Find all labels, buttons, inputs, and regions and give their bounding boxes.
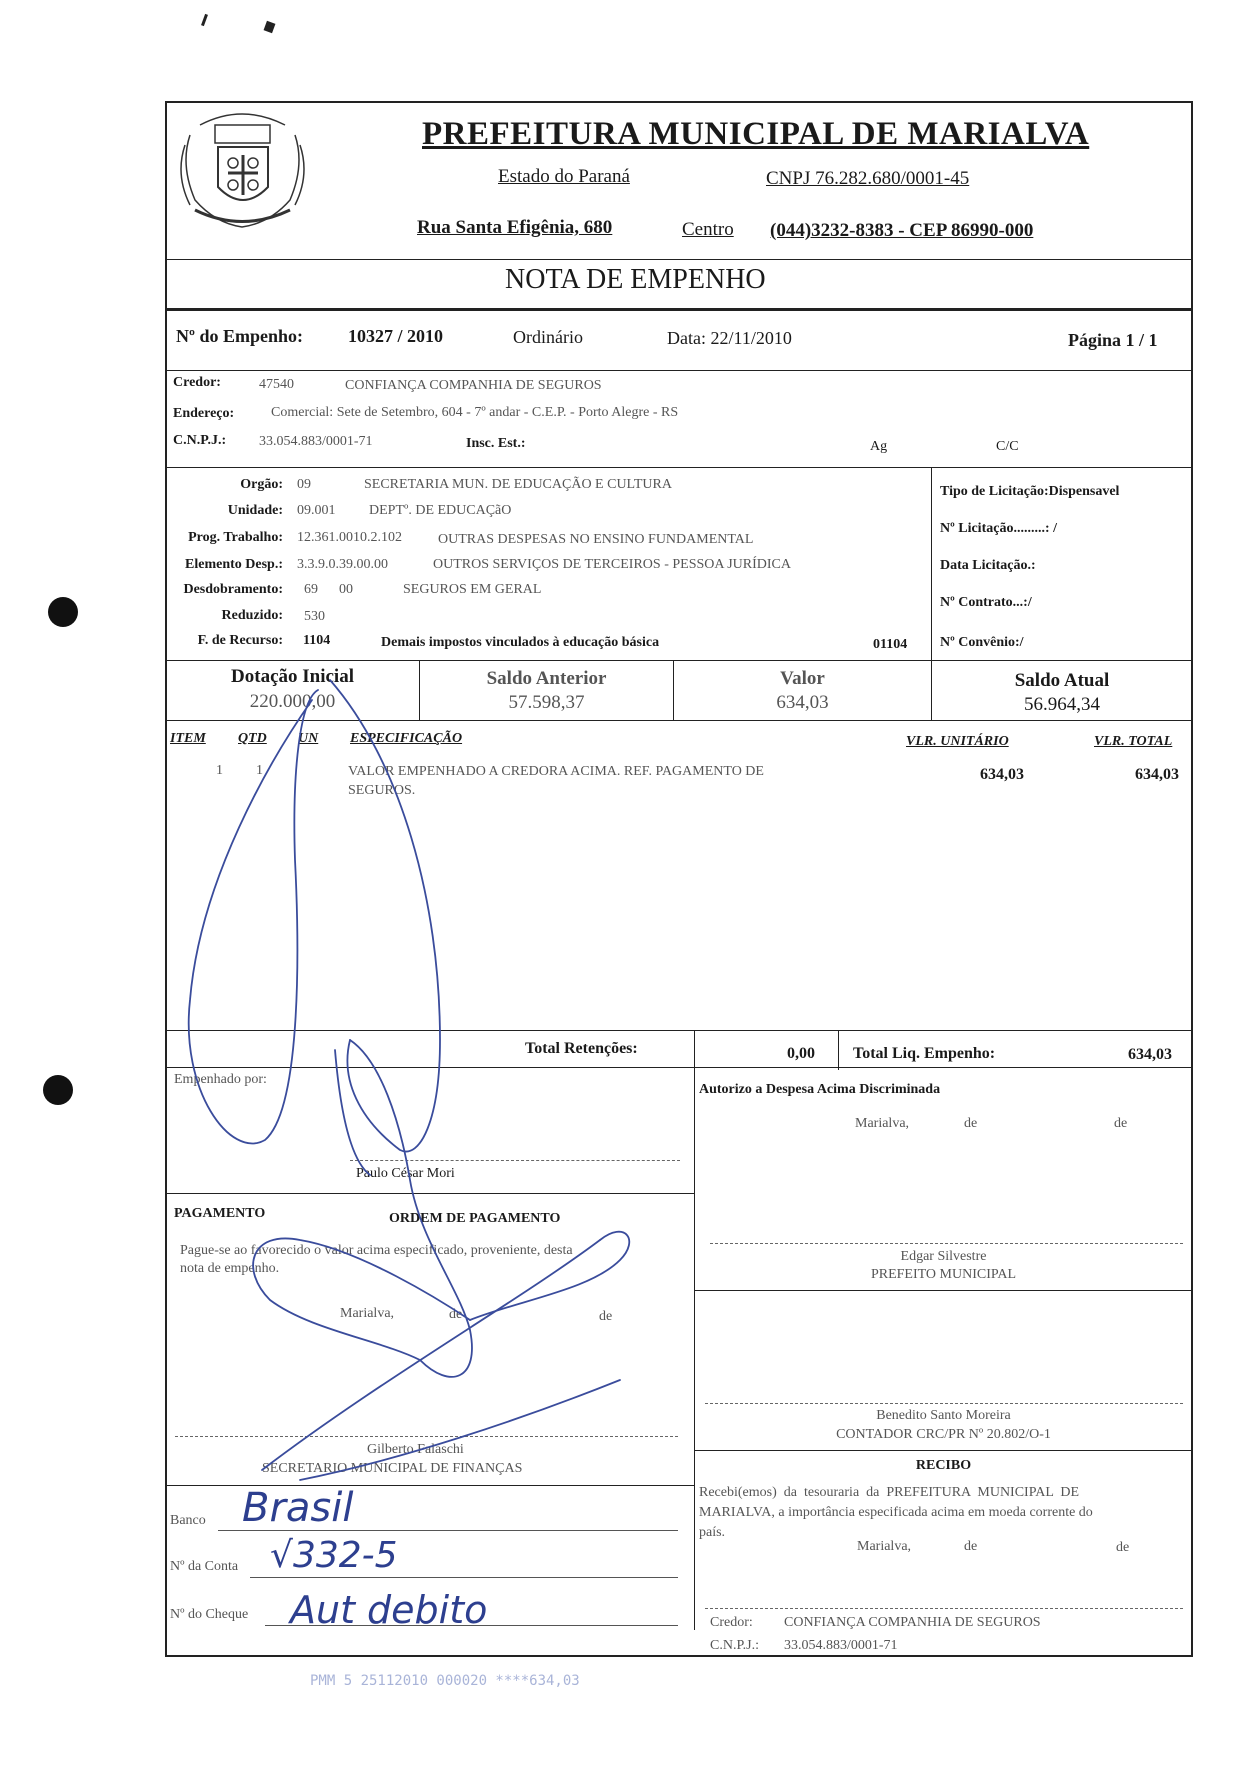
handwritten-conta: √332-5 [270,1535,398,1576]
banco-label: Banco [170,1513,206,1528]
empenho-number-label: Nº do Empenho: [176,326,303,346]
cnpj-credor: 33.054.883/0001-71 [259,434,373,449]
autorizo-label: Autorizo a Despesa Acima Discriminada [699,1082,941,1097]
total-retencoes-label: Total Retenções: [525,1040,638,1057]
prefeito-name: Edgar Silvestre [900,1249,987,1264]
credor-label: Credor: [173,375,221,390]
orgao-code: 09 [297,477,311,492]
tipo-licitacao: Tipo de Licitação:Dispensavel [940,484,1120,499]
fonte-recurso-code: 1104 [303,633,331,648]
reduzido-code: 530 [304,609,325,624]
numero-convenio: Nº Convênio:/ [940,635,1024,650]
secretario-title: SECRETARIO MUNICIPAL DE FINANÇAS [262,1461,523,1476]
total-retencoes-value: 0,00 [787,1045,815,1062]
elemento-code: 3.3.9.0.39.00.00 [297,557,388,572]
contador-title: CONTADOR CRC/PR Nº 20.802/O-1 [836,1427,1051,1442]
prog-code: 12.361.0010.2.102 [297,530,402,545]
empenhado-por-label: Empenhado por: [174,1072,267,1087]
cnpj-label: CNPJ 76.282.680/0001-45 [766,168,970,189]
recibo-city: Marialva, [857,1539,912,1554]
secretario-name: Gilberto Falaschi [367,1442,464,1457]
empenho-date: Data: 22/11/2010 [667,328,792,348]
saldo-atual-value: 56.964,34 [1024,694,1100,715]
col-valor-total: VLR. TOTAL [1094,734,1173,749]
col-valor-unitario: VLR. UNITÁRIO [906,734,1009,749]
endereco: Comercial: Sete de Setembro, 604 - 7º andar - C.E.P. - Porto Alegre - RS [271,405,679,420]
cc-label: C/C [996,439,1019,454]
recibo-label: RECIBO [915,1458,972,1473]
unidade-label: Unidade: [227,503,283,518]
recibo-credor: CONFIANÇA COMPANHIA DE SEGUROS [784,1615,1041,1630]
saldo-atual-label: Saldo Atual [1014,670,1110,691]
orgao-name: SECRETARIA MUN. DE EDUCAÇÃO E CULTURA [364,477,672,492]
left-city: Marialva, [340,1306,395,1321]
numero-contrato: Nº Contrato...:/ [940,595,1032,610]
col-qtd: QTD [238,731,267,746]
recibo-cnpj: 33.054.883/0001-71 [784,1638,898,1653]
dotacao-inicial-value: 220.000,00 [249,691,336,712]
speck [264,21,276,33]
reduzido-label: Reduzido: [221,608,283,623]
item-espec-line1: VALOR EMPENHADO A CREDORA ACIMA. REF. PAGAMENTO DE [348,764,764,779]
recibo-credor-label: Credor: [710,1615,753,1630]
dotacao-inicial-label: Dotação Inicial [231,666,354,687]
payment-stamp: PMM 5 25112010 000020 ****634,03 [310,1673,580,1689]
right-de1: de [964,1116,978,1131]
coat-of-arms-icon [170,105,315,233]
recibo-cnpj-label: C.N.P.J.: [710,1638,760,1653]
desdobramento-name: SEGUROS EM GERAL [403,582,542,597]
right-city: Marialva, [855,1116,910,1131]
valor-value: 634,03 [776,692,829,713]
pagamento-label: PAGAMENTO [174,1206,266,1221]
total-liq-value: 634,03 [1128,1046,1172,1063]
endereco-label: Endereço: [173,406,235,421]
recibo-de2: de [1116,1540,1130,1555]
col-un: UN [298,731,319,746]
orgao-label: Orgão: [240,477,283,492]
data-licitacao: Data Licitação.: [940,558,1036,573]
contador-name: Benedito Santo Moreira [876,1408,1011,1423]
ordem-pagamento-label: ORDEM DE PAGAMENTO [389,1211,561,1226]
insc-est-label: Insc. Est.: [466,436,526,451]
fonte-recurso-number: 01104 [873,637,908,652]
unidade-code: 09.001 [297,503,336,518]
ag-label: Ag [870,439,888,454]
empenho-type: Ordinário [513,327,583,347]
right-de2: de [1114,1116,1128,1131]
fonte-recurso-name: Demais impostos vinculados à educação básica [381,635,660,650]
recibo-de1: de [964,1539,978,1554]
recibo-text-line2: MARIALVA, a importância especificada acima em moeda corrente do [699,1505,1093,1520]
handwritten-banco: Brasil [242,1485,354,1531]
pague-line2: nota de empenho. [180,1261,280,1276]
prefeito-title: PREFEITO MUNICIPAL [870,1267,1017,1282]
item-qtd: 1 [256,763,263,778]
left-de1: de [449,1307,463,1322]
cnpj-credor-label: C.N.P.J.: [173,433,227,448]
credor-code: 47540 [259,377,294,392]
col-item: ITEM [170,731,206,746]
empenho-number: 10327 / 2010 [348,326,444,346]
document-title: NOTA DE EMPENHO [505,264,766,295]
saldo-anterior-value: 57.598,37 [508,692,585,713]
cheque-label: Nº do Cheque [170,1607,249,1622]
desdobramento-code: 69 00 [304,582,353,597]
punch-hole-bottom [43,1075,73,1105]
fonte-recurso-label: F. de Recurso: [197,633,283,648]
credor-name: CONFIANÇA COMPANHIA DE SEGUROS [345,378,602,393]
prefeitura-title: PREFEITURA MUNICIPAL DE MARIALVA [422,116,1090,152]
punch-hole-top [48,597,78,627]
page-number: Página 1 / 1 [1068,330,1158,350]
valor-label: Valor [780,668,825,689]
recibo-text-line1: Recebi(emos) da tesouraria da PREFEITURA MUNICIPAL DE [699,1485,1080,1500]
district-label: Centro [682,219,734,240]
speck [201,14,208,26]
saldo-anterior-label: Saldo Anterior [486,668,607,689]
col-especificacao: ESPECIFICAÇÃO [350,731,463,746]
elemento-label: Elemento Desp.: [185,557,283,572]
prog-label: Prog. Trabalho: [188,530,283,545]
item-number: 1 [216,763,223,778]
item-total-value: 634,03 [1135,766,1179,783]
unidade-name: DEPTº. DE EDUCAÇãO [369,503,512,518]
handwritten-cheque: Aut debito [290,1588,488,1632]
elemento-name: OUTROS SERVIÇOS DE TERCEIROS - PESSOA JURÍDICA [433,557,792,572]
desdobramento-label: Desdobramento: [183,582,283,597]
prog-name: OUTRAS DESPESAS NO ENSINO FUNDAMENTAL [438,532,754,547]
item-unit-value: 634,03 [980,766,1024,783]
recibo-text-line3: país. [699,1525,726,1540]
address-label: Rua Santa Efigênia, 680 [417,217,613,238]
conta-label: Nº da Conta [170,1559,239,1574]
total-liq-label: Total Liq. Empenho: [853,1045,996,1062]
left-de2: de [599,1309,613,1324]
item-espec-line2: SEGUROS. [348,783,416,798]
phone-cep-label: (044)3232-8383 - CEP 86990-000 [770,220,1034,241]
numero-licitacao: Nº Licitação.........: / [940,521,1057,536]
empenhado-por-name: Paulo César Mori [356,1166,455,1181]
state-label: Estado do Paraná [498,166,630,187]
pague-line1: Pague-se ao favorecido o valor acima especificado, proveniente, desta [180,1243,573,1258]
